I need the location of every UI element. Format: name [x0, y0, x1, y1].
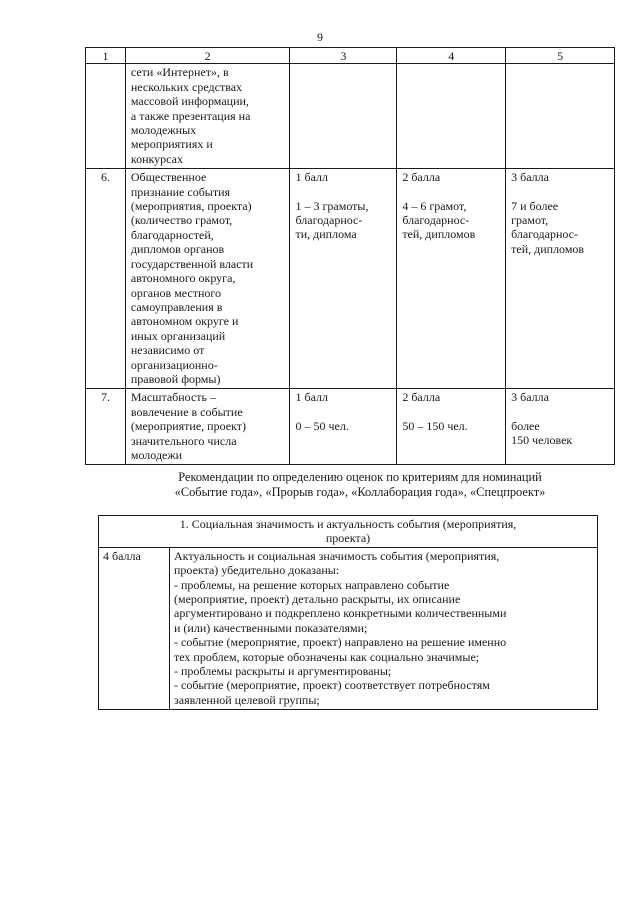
score-cell-1 — [290, 169, 397, 389]
description-line: тех проблем, которые обозначены как социально значимые; — [174, 649, 480, 664]
row-number — [86, 64, 126, 169]
criterion-line: (количество грамот, — [130, 213, 233, 228]
criterion-line: молодежи — [130, 447, 183, 462]
criterion-line: мероприятиях и — [130, 137, 213, 152]
description-line: Актуальность и социальная значимость события (мероприятия, — [174, 548, 500, 563]
criterion-line: самоуправления в — [130, 299, 223, 314]
score-label: 1 балл — [295, 170, 328, 185]
score-label: 1 балл — [295, 390, 328, 405]
description-line: (мероприятие, проект) детально раскрыты, их описание — [174, 592, 461, 607]
score-detail: грамот, — [511, 213, 549, 228]
row-number: 7. — [86, 389, 126, 465]
score-label: 4 балла — [99, 547, 170, 709]
column-header-1: 1 — [86, 48, 126, 64]
score-detail: тей, дипломов — [402, 227, 476, 242]
score-detail: 50 – 150 чел. — [402, 418, 468, 433]
score-description — [170, 547, 598, 709]
criterion-line: иных организаций — [130, 328, 226, 343]
criterion-line: Масштабность – — [130, 390, 217, 405]
score-detail: 4 – 6 грамот, — [402, 198, 467, 213]
criterion-line: массовой информации, — [130, 94, 249, 109]
score-label: 3 балла — [511, 390, 549, 405]
table-row — [86, 389, 615, 465]
criterion-line: значительного числа — [130, 433, 237, 448]
criterion-cell — [125, 64, 290, 169]
score-label: 2 балла — [402, 390, 441, 405]
section-title — [99, 516, 598, 548]
score-cell-1 — [290, 389, 397, 465]
column-header-2: 2 — [125, 48, 290, 64]
score-detail: тей, дипломов — [511, 241, 585, 256]
criterion-line: независимо от — [130, 343, 205, 358]
description-line: проекта) убедительно доказаны: — [174, 563, 340, 578]
description-line: и (или) качественными показателями; — [174, 620, 368, 635]
section-title-row — [99, 516, 598, 548]
score-cell-2 — [397, 389, 506, 465]
description-line: - проблемы, на решение которых направлено событие — [174, 577, 450, 592]
table-row — [86, 169, 615, 389]
criterion-line: молодежных — [130, 123, 197, 138]
column-header-3: 3 — [290, 48, 397, 64]
score-label: 3 балла — [511, 170, 549, 185]
description-line: - событие (мероприятие, проект) соответствует потребностям — [174, 678, 490, 693]
table-header-row — [86, 48, 615, 64]
score-detail: 150 человек — [511, 433, 573, 448]
criterion-line: а также презентация на — [130, 108, 251, 123]
table-row — [86, 64, 615, 169]
row-number: 6. — [86, 169, 126, 389]
score-detail: 0 – 50 чел. — [295, 418, 349, 433]
criterion-line: конкурсах — [130, 151, 183, 166]
criteria-table — [85, 47, 615, 465]
description-line: заявленной целевой группы; — [174, 692, 320, 707]
score-detail: ти, диплома — [295, 227, 357, 242]
score-detail: благодарнос- — [402, 213, 470, 228]
score-detail: более — [511, 418, 540, 433]
criterion-line: правовой формы) — [130, 371, 221, 386]
score-label: 2 балла — [402, 170, 441, 185]
heading-line: «Событие года», «Прорыв года», «Коллаборация года», «Спецпроект» — [174, 485, 546, 499]
score-detail: благодарнос- — [295, 213, 363, 228]
score-detail: благодарнос- — [511, 227, 578, 242]
table-row — [99, 547, 598, 709]
column-header-4: 4 — [397, 48, 506, 64]
score-cell-3 — [506, 169, 615, 389]
criterion-line: (мероприятие, проект) — [130, 419, 246, 434]
heading-line: Рекомендации по определению оценок по критериям для номинаций — [178, 470, 542, 484]
column-header-5: 5 — [506, 48, 615, 64]
criterion-line: благодарностей, — [130, 227, 214, 242]
criterion-line: государственной власти — [130, 256, 254, 271]
criterion-line: дипломов органов — [130, 242, 225, 257]
description-line: - проблемы раскрыты и аргументированы; — [174, 664, 392, 679]
criterion-line: органов местного — [130, 285, 222, 300]
criterion-line: автономного округа, — [130, 271, 236, 286]
criterion-line: вовлечение в событие — [130, 404, 243, 419]
score-cell-2 — [397, 169, 506, 389]
section-title-line: проекта) — [325, 531, 371, 546]
criterion-line: автономном округе и — [130, 314, 239, 329]
criterion-line: нескольких средствах — [130, 79, 243, 94]
criterion-cell — [125, 389, 290, 465]
criterion-line: организационно- — [130, 357, 218, 372]
score-detail: 7 и более — [511, 198, 559, 213]
criterion-line: (мероприятия, проекта) — [130, 199, 252, 214]
score-detail: 1 – 3 грамоты, — [295, 198, 369, 213]
criterion-line: Общественное — [130, 170, 207, 185]
description-line: аргументировано и подкреплено конкретными количественными — [174, 606, 507, 621]
score-cell-3 — [506, 389, 615, 465]
score-cell-2 — [397, 64, 506, 169]
description-line: - событие (мероприятие, проект) направлено на решение именно — [174, 635, 507, 650]
page-number: 9 — [317, 30, 323, 44]
score-cell-1 — [290, 64, 397, 169]
recommendation-heading — [100, 470, 620, 500]
section-title-line: 1. Социальная значимость и актуальность события (мероприятия, — [179, 517, 517, 531]
criterion-line: сети «Интернет», в — [130, 65, 229, 80]
score-cell-3 — [506, 64, 615, 169]
assessment-table — [98, 515, 598, 710]
criterion-cell — [125, 169, 290, 389]
criterion-line: признание события — [130, 184, 231, 199]
